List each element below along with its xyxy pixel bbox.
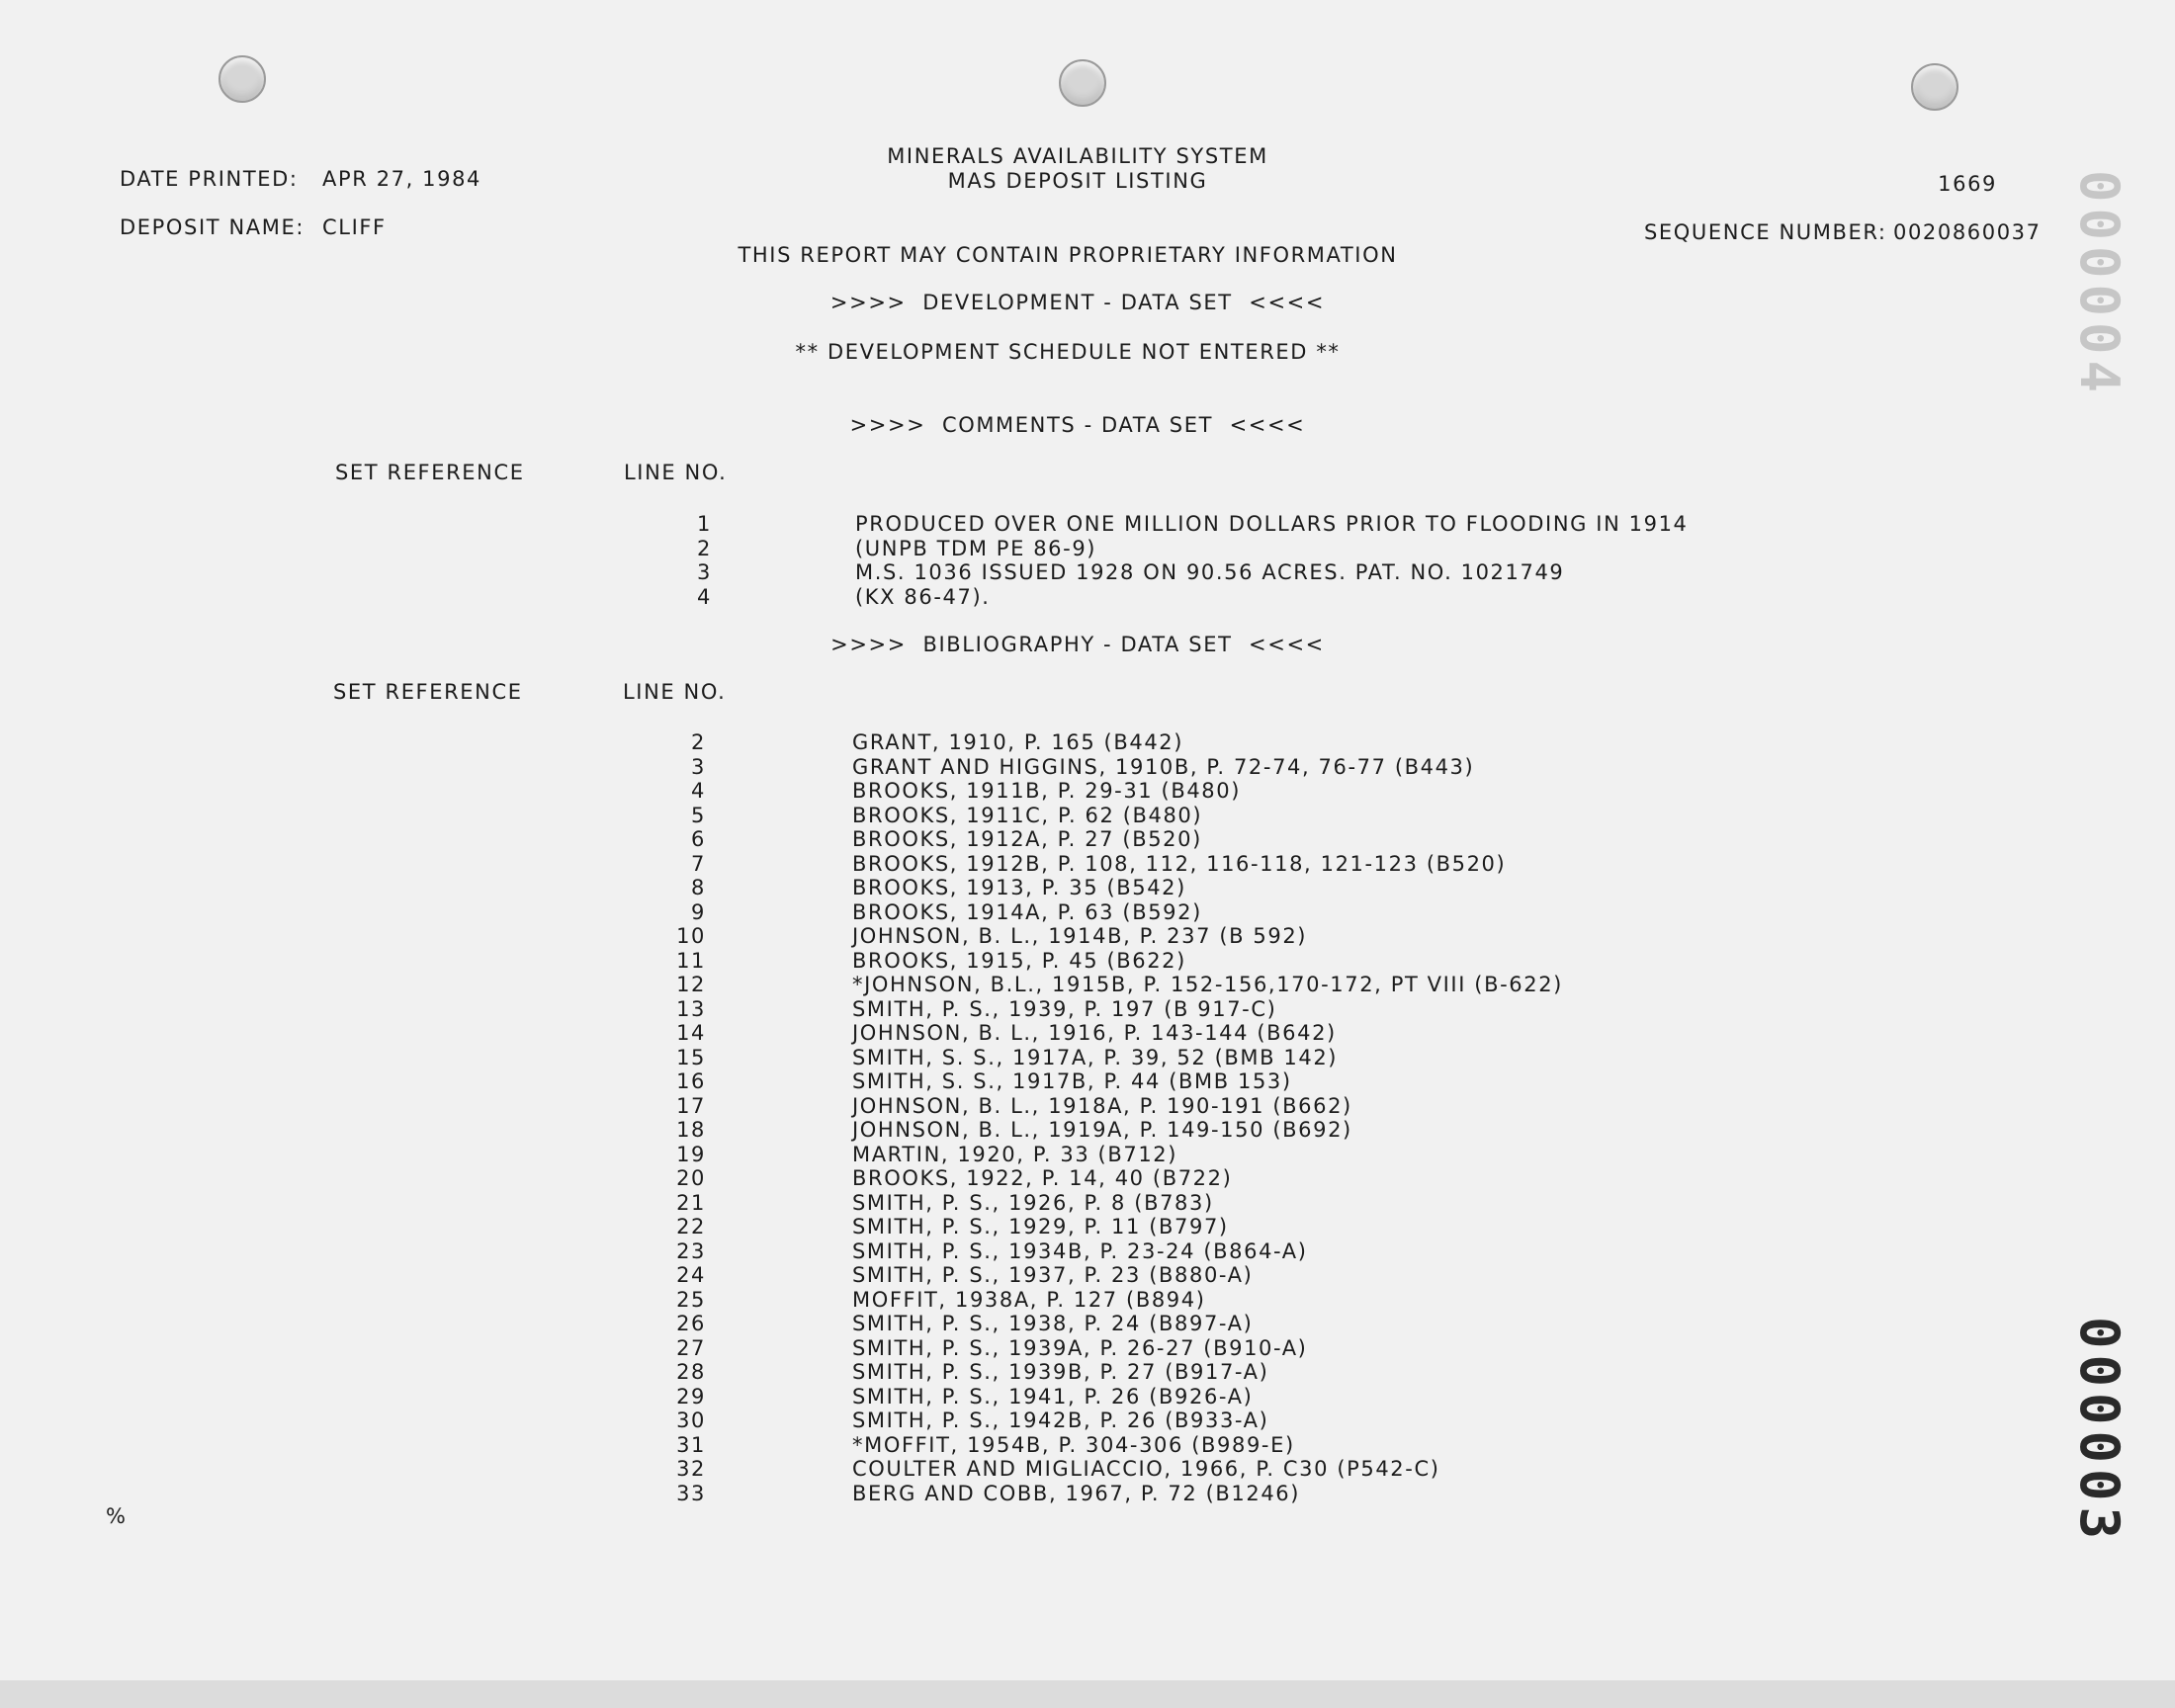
line-number: 5 (691, 803, 706, 827)
line-text: JOHNSON, B. L., 1918A, P. 190-191 (B662) (852, 1093, 1352, 1118)
line-text: (KX 86-47). (855, 584, 991, 609)
development-heading: >>>> DEVELOPMENT - DATA SET <<<< (829, 291, 1326, 314)
line-number: 10 (676, 924, 706, 948)
line-text: SMITH, P. S., 1939A, P. 26-27 (B910-A) (852, 1335, 1308, 1360)
line-number: 20 (676, 1166, 706, 1190)
scan-bottom-band (0, 1680, 2175, 1708)
list-item (0, 1312, 2175, 1335)
line-text: SMITH, P. S., 1934B, P. 23-24 (B864-A) (852, 1238, 1308, 1263)
deposit-name-value: CLIFF (322, 215, 387, 239)
sequence-value: 0020860037 (1893, 220, 2042, 244)
system-title: MINERALS AVAILABILITY SYSTEM (887, 144, 1268, 168)
line-number: 18 (676, 1118, 706, 1142)
line-text: PRODUCED OVER ONE MILLION DOLLARS PRIOR TO FLOODING IN 1914 (855, 512, 1689, 536)
line-text: BROOKS, 1911C, P. 62 (B480) (852, 803, 1203, 827)
line-number: 27 (676, 1335, 706, 1360)
list-item (0, 1191, 2175, 1215)
comments-col-set-reference: SET REFERENCE (335, 461, 525, 484)
line-number: 32 (676, 1457, 706, 1481)
line-text: SMITH, P. S., 1939B, P. 27 (B917-A) (852, 1360, 1269, 1384)
line-number: 7 (691, 851, 706, 876)
bibliography-heading: >>>> BIBLIOGRAPHY - DATA SET <<<< (830, 633, 1325, 656)
line-number: 17 (676, 1093, 706, 1118)
line-text: BROOKS, 1912A, P. 27 (B520) (852, 827, 1202, 851)
list-item (0, 949, 2175, 973)
list-item (0, 1263, 2175, 1287)
line-text: SMITH, P. S., 1937, P. 23 (B880-A) (852, 1263, 1254, 1287)
line-number: 3 (691, 754, 706, 779)
line-text: SMITH, S. S., 1917B, P. 44 (BMB 153) (852, 1069, 1292, 1093)
list-item (0, 1433, 2175, 1457)
line-number: 2 (691, 730, 706, 754)
list-item (0, 1336, 2175, 1360)
footer-percent-mark: % (106, 1504, 128, 1528)
line-text: BROOKS, 1915, P. 45 (B622) (852, 948, 1186, 973)
line-text: GRANT AND HIGGINS, 1910B, P. 72-74, 76-77 (B443) (852, 754, 1475, 779)
deposit-name-label: DEPOSIT NAME: (120, 215, 304, 239)
line-text: JOHNSON, B. L., 1919A, P. 149-150 (B692) (852, 1118, 1352, 1142)
list-item (0, 1482, 2175, 1505)
bibliography-col-line-no: LINE NO. (623, 680, 727, 704)
list-item (0, 560, 2175, 584)
line-text: BROOKS, 1912B, P. 108, 112, 116-118, 121-123 (B520) (852, 851, 1507, 876)
list-item (0, 537, 2175, 560)
line-number: 3 (697, 560, 712, 584)
list-item (0, 997, 2175, 1021)
line-text: JOHNSON, B. L., 1916, P. 143-144 (B642) (852, 1021, 1337, 1045)
list-item (0, 730, 2175, 754)
line-text: SMITH, P. S., 1938, P. 24 (B897-A) (852, 1312, 1254, 1335)
line-number: 14 (676, 1021, 706, 1045)
line-number: 11 (676, 948, 706, 973)
line-text: BROOKS, 1922, P. 14, 40 (B722) (852, 1166, 1233, 1190)
list-item (0, 804, 2175, 827)
list-item (0, 1143, 2175, 1166)
line-number: 12 (676, 973, 706, 996)
faint-stamp-number: 000004 (2068, 170, 2131, 399)
side-stamp-number: 000003 (2068, 1317, 2131, 1546)
development-note: ** DEVELOPMENT SCHEDULE NOT ENTERED ** (795, 340, 1341, 364)
list-item (0, 512, 2175, 536)
sequence-label: SEQUENCE NUMBER: (1644, 220, 1887, 244)
line-text: (UNPB TDM PE 86-9) (855, 536, 1097, 560)
line-number: 9 (691, 899, 706, 924)
listing-title: MAS DEPOSIT LISTING (947, 169, 1208, 193)
line-number: 28 (676, 1360, 706, 1384)
list-item (0, 1046, 2175, 1069)
line-number: 31 (676, 1432, 706, 1457)
punch-hole-right (1911, 63, 1958, 111)
line-number: 4 (691, 779, 706, 803)
list-item (0, 1021, 2175, 1045)
line-text: SMITH, P. S., 1929, P. 11 (B797) (852, 1215, 1229, 1238)
list-item (0, 1360, 2175, 1384)
line-text: GRANT, 1910, P. 165 (B442) (852, 730, 1184, 754)
line-text: MOFFIT, 1938A, P. 127 (B894) (852, 1287, 1206, 1312)
line-number: 21 (676, 1190, 706, 1215)
line-number: 25 (676, 1287, 706, 1312)
line-number: 2 (697, 536, 712, 560)
line-text: M.S. 1036 ISSUED 1928 ON 90.56 ACRES. PAT. NO. 1021749 (855, 560, 1565, 584)
line-text: SMITH, P. S., 1926, P. 8 (B783) (852, 1190, 1214, 1215)
line-text: SMITH, S. S., 1917A, P. 39, 52 (BMB 142) (852, 1045, 1339, 1069)
list-item (0, 973, 2175, 996)
list-item (0, 755, 2175, 779)
line-text: *MOFFIT, 1954B, P. 304-306 (B989-E) (852, 1432, 1295, 1457)
list-item (0, 1239, 2175, 1263)
line-number: 15 (676, 1045, 706, 1069)
line-text: COULTER AND MIGLIACCIO, 1966, P. C30 (P542-C) (852, 1457, 1440, 1481)
line-text: SMITH, P. S., 1941, P. 26 (B926-A) (852, 1384, 1254, 1409)
list-item (0, 1457, 2175, 1481)
line-text: SMITH, P. S., 1942B, P. 26 (B933-A) (852, 1409, 1269, 1432)
date-printed-label: DATE PRINTED: (120, 167, 299, 191)
list-item (0, 585, 2175, 609)
punch-hole-left (218, 55, 266, 103)
comments-heading: >>>> COMMENTS - DATA SET <<<< (849, 413, 1306, 437)
line-text: SMITH, P. S., 1939, P. 197 (B 917-C) (852, 996, 1277, 1021)
line-text: MARTIN, 1920, P. 33 (B712) (852, 1142, 1178, 1166)
list-item (0, 827, 2175, 851)
line-text: BROOKS, 1911B, P. 29-31 (B480) (852, 779, 1242, 803)
line-text: BROOKS, 1913, P. 35 (B542) (852, 876, 1186, 899)
list-item (0, 779, 2175, 803)
list-item (0, 1288, 2175, 1312)
list-item (0, 924, 2175, 948)
list-item (0, 1385, 2175, 1409)
date-printed-value: APR 27, 1984 (322, 167, 482, 191)
line-number: 13 (676, 996, 706, 1021)
line-number: 19 (676, 1142, 706, 1166)
page-number: 1669 (1938, 172, 1997, 196)
list-item (0, 876, 2175, 899)
list-item (0, 900, 2175, 924)
line-number: 6 (691, 827, 706, 851)
list-item (0, 1215, 2175, 1238)
proprietary-notice: THIS REPORT MAY CONTAIN PROPRIETARY INFORMATION (738, 243, 1398, 267)
list-item (0, 852, 2175, 876)
comments-col-line-no: LINE NO. (624, 461, 728, 484)
line-number: 16 (676, 1069, 706, 1093)
list-item (0, 1094, 2175, 1118)
list-item (0, 1118, 2175, 1142)
line-number: 8 (691, 876, 706, 899)
list-item (0, 1409, 2175, 1432)
list-item (0, 1069, 2175, 1093)
line-number: 1 (697, 512, 712, 536)
line-number: 26 (676, 1312, 706, 1335)
line-number: 29 (676, 1384, 706, 1409)
line-number: 33 (676, 1481, 706, 1505)
line-text: BERG AND COBB, 1967, P. 72 (B1246) (852, 1481, 1301, 1505)
line-number: 30 (676, 1409, 706, 1432)
bibliography-col-set-reference: SET REFERENCE (333, 680, 523, 704)
punch-hole-center (1059, 59, 1106, 107)
line-number: 22 (676, 1215, 706, 1238)
line-number: 24 (676, 1263, 706, 1287)
line-text: BROOKS, 1914A, P. 63 (B592) (852, 899, 1202, 924)
line-text: JOHNSON, B. L., 1914B, P. 237 (B 592) (852, 924, 1308, 948)
line-number: 23 (676, 1238, 706, 1263)
line-number: 4 (697, 584, 712, 609)
line-text: *JOHNSON, B.L., 1915B, P. 152-156,170-172, PT VIII (B-622) (852, 973, 1563, 996)
list-item (0, 1166, 2175, 1190)
